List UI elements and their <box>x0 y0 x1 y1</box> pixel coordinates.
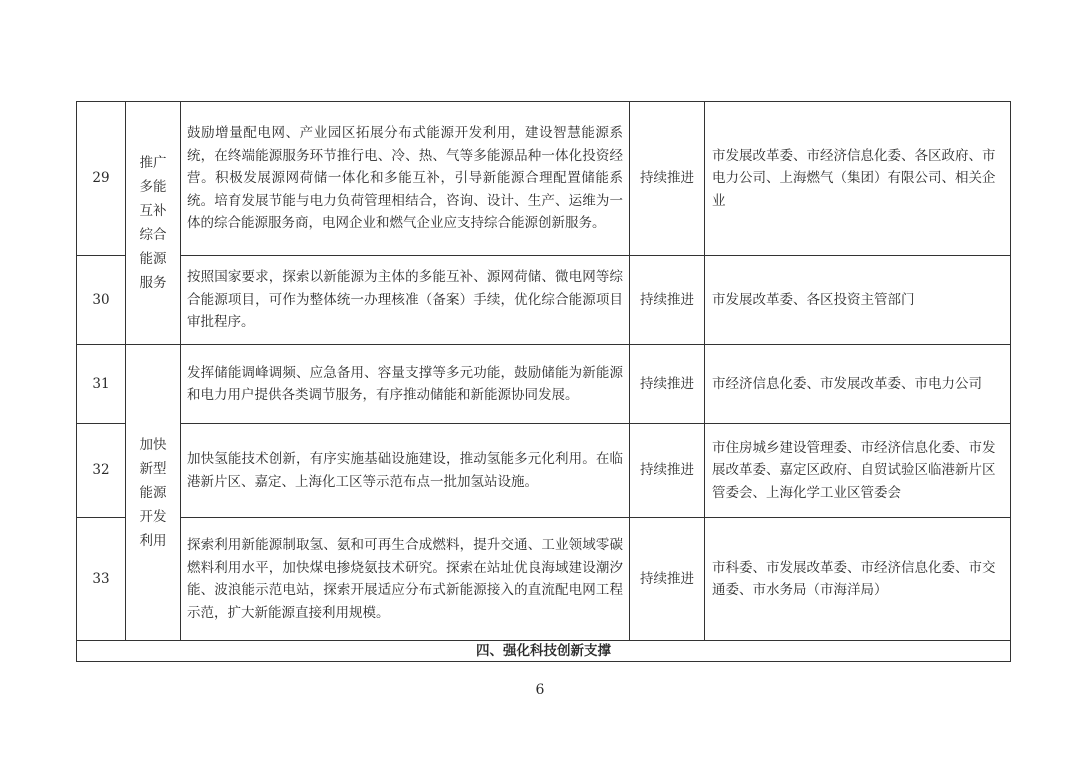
description-text: 鼓励增量配电网、产业园区拓展分布式能源开发利用，建设智慧能源系统，在终端能源服务环节推行电、冷、热、气等多能源品种一体化投资经营。积极发展源网荷储一体化和多能互补，引导新能源合理配置储能系统。培育发展节能与电力负荷管理相结合，咨询、设计、生产、运维为一体的综合能源服务商，电网企业和燃气企业应支持综合能源创新服务。 <box>187 125 623 232</box>
responsible-text: 市经济信息化委、市发展改革委、市电力公司 <box>712 375 982 392</box>
row-number: 32 <box>77 424 126 518</box>
description-text: 探索利用新能源制取氢、氨和可再生合成燃料，提升交通、工业领域零碳燃料利用水平，加快煤电掺烧氨技术研究。探索在站址优良海域建设潮汐能、波浪能示范电站，探索开展适应分布式新能源接入的直流配电网工程示范，扩大新能源直接利用规模。 <box>187 537 623 621</box>
responsible-cell <box>705 518 1011 641</box>
table-row <box>77 345 1011 424</box>
description-cell <box>181 256 630 345</box>
task-table <box>76 101 1011 662</box>
description-cell <box>181 102 630 256</box>
responsible-text: 市科委、市发展改革委、市经济信息化委、市交通委、市水务局（市海洋局） <box>712 559 996 598</box>
status-cell: 持续推进 <box>630 102 705 256</box>
row-number: 30 <box>77 256 126 345</box>
category-cell <box>126 345 181 641</box>
row-number: 29 <box>77 102 126 256</box>
description-cell <box>181 345 630 424</box>
status-cell: 持续推进 <box>630 345 705 424</box>
status-cell: 持续推进 <box>630 424 705 518</box>
category-label: 推广多能互补综合能源服务 <box>139 155 167 291</box>
description-text: 按照国家要求，探索以新能源为主体的多能互补、源网荷储、微电网等综合能源项目，可作为整体统一办理核准（备案）手续，优化综合能源项目审批程序。 <box>187 269 623 331</box>
responsible-cell <box>705 256 1011 345</box>
description-text: 加快氢能技术创新，有序实施基础设施建设，推动氢能多元化利用。在临港新片区、嘉定、上海化工区等示范布点一批加氢站设施。 <box>187 451 623 490</box>
responsible-text: 市发展改革委、市经济信息化委、各区政府、市电力公司、上海燃气（集团）有限公司、相关企业 <box>712 147 996 209</box>
table-row <box>77 424 1011 518</box>
description-cell <box>181 518 630 641</box>
table-row <box>77 518 1011 641</box>
status-cell: 持续推进 <box>630 518 705 641</box>
row-number: 33 <box>77 518 126 641</box>
responsible-cell <box>705 345 1011 424</box>
section-heading-row <box>77 641 1011 662</box>
responsible-text: 市发展改革委、各区投资主管部门 <box>712 291 915 308</box>
row-number: 31 <box>77 345 126 424</box>
page-number: 6 <box>535 682 545 698</box>
responsible-text: 市住房城乡建设管理委、市经济信息化委、市发展改革委、嘉定区政府、自贸试验区临港新片区管委会、上海化学工业区管委会 <box>712 439 996 501</box>
responsible-cell <box>705 424 1011 518</box>
table-row <box>77 256 1011 345</box>
description-cell <box>181 424 630 518</box>
table-row <box>77 102 1011 256</box>
category-label: 加快新型能源开发利用 <box>139 436 167 549</box>
status-cell: 持续推进 <box>630 256 705 345</box>
section-heading: 四、强化科技创新支撑 <box>77 641 1011 662</box>
responsible-cell <box>705 102 1011 256</box>
category-cell <box>126 102 181 345</box>
description-text: 发挥储能调峰调频、应急备用、容量支撑等多元功能，鼓励储能为新能源和电力用户提供各类调节服务，有序推动储能和新能源协同发展。 <box>187 364 623 403</box>
